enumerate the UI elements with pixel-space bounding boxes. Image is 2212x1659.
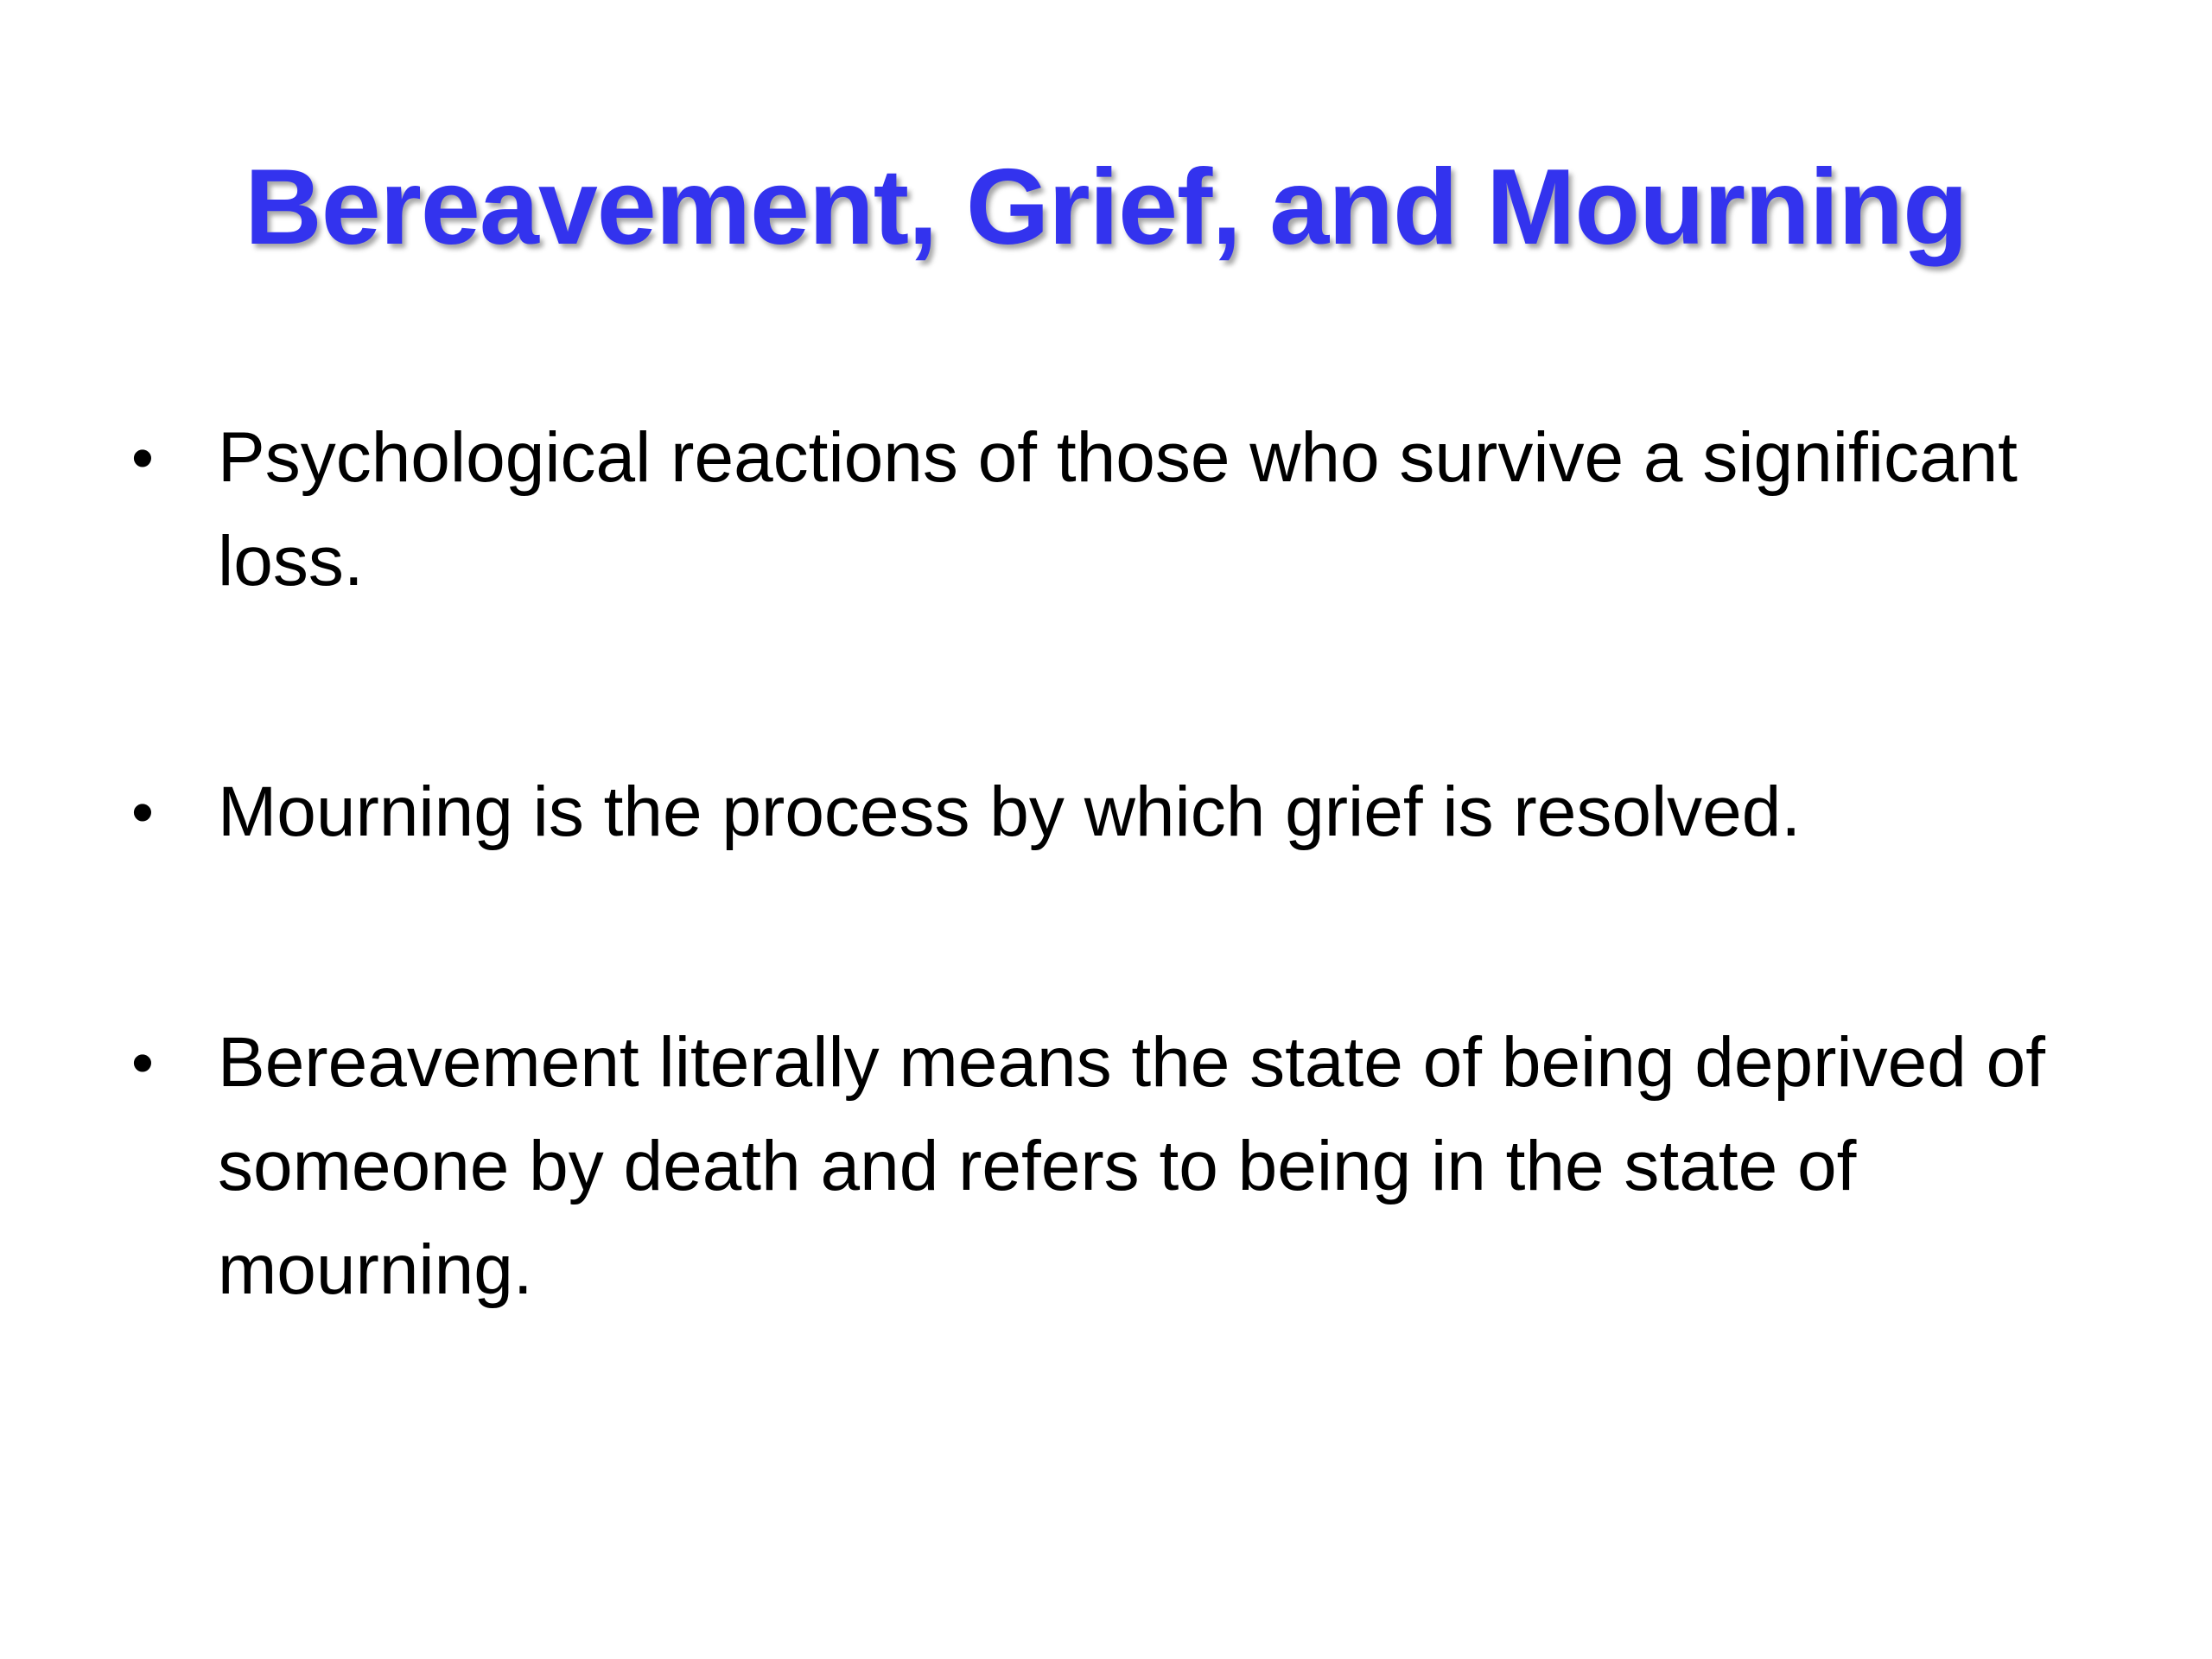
bullet-icon: • — [131, 422, 154, 493]
bullet-text: Psychological reactions of those who survive a significant loss. — [218, 418, 2018, 601]
bullet-icon: • — [131, 1027, 154, 1098]
bullet-text: Mourning is the process by which grief is resolved. — [218, 772, 1802, 851]
bullet-text: Bereavement literally means the state of being deprived of someone by death and refers to being in the state of mourning. — [218, 1023, 2045, 1309]
slide-title: Bereavement, Grief, and Mourning — [245, 148, 1967, 267]
bullet-icon: • — [131, 776, 154, 848]
